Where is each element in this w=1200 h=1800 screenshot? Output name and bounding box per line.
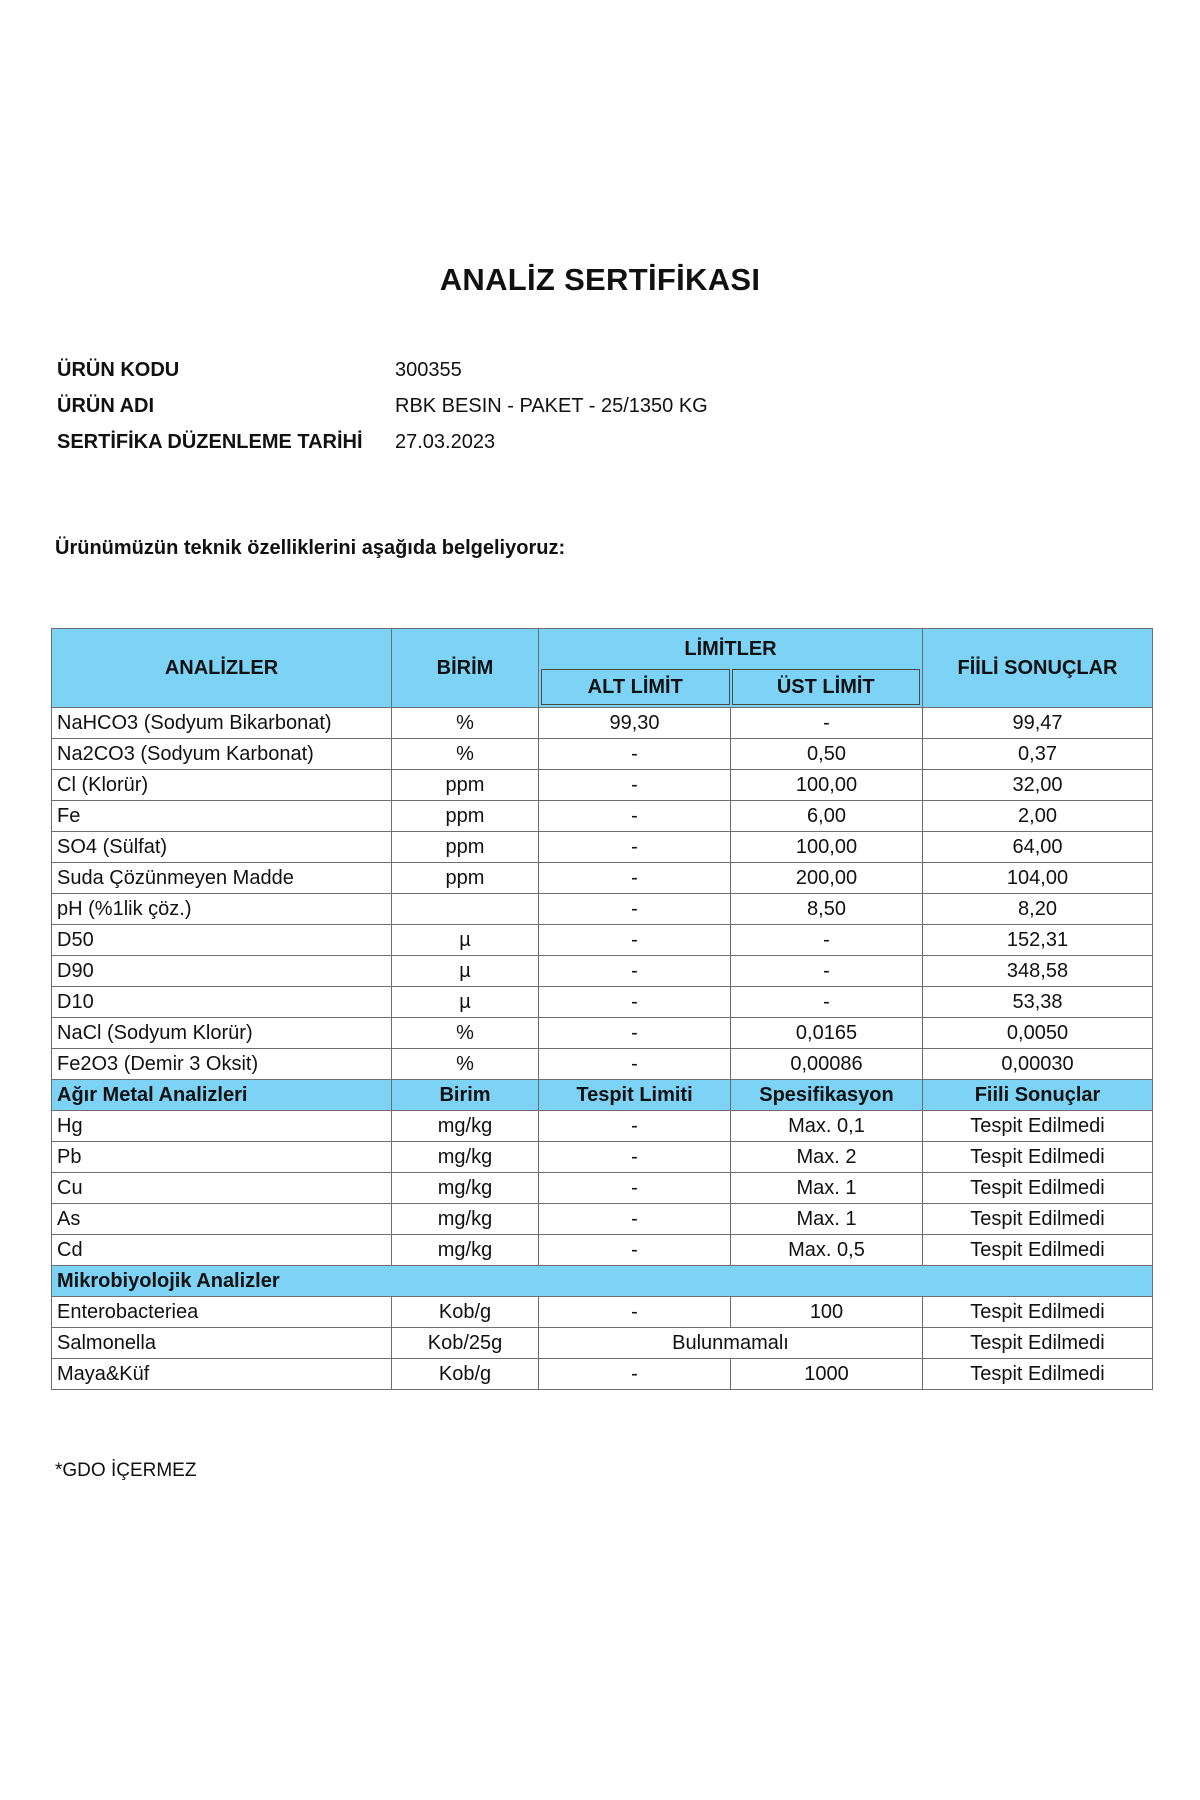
lower-limit: 99,30: [539, 708, 731, 739]
detection-limit: -: [539, 1235, 731, 1266]
heavy-metal-header-row: [52, 1080, 1153, 1111]
lower-limit: -: [539, 956, 731, 987]
analysis-name: Na2CO3 (Sodyum Karbonat): [52, 739, 392, 770]
header-analyses: ANALİZLER: [52, 629, 392, 708]
analysis-unit: %: [392, 739, 539, 770]
limits-subheader: [539, 629, 922, 707]
table-row: [52, 1359, 1153, 1390]
table-row: [52, 894, 1153, 925]
table-row: [52, 739, 1153, 770]
table-header-row: [52, 629, 1153, 708]
table-row: [52, 1018, 1153, 1049]
micro-unit: Kob/g: [392, 1297, 539, 1328]
product-name-row: [57, 388, 708, 424]
actual-result: 0,0050: [923, 1018, 1153, 1049]
table-row: [52, 1328, 1153, 1359]
metal-unit: mg/kg: [392, 1111, 539, 1142]
table-row: [52, 801, 1153, 832]
table-row: [52, 863, 1153, 894]
analysis-name: SO4 (Sülfat): [52, 832, 392, 863]
analysis-unit: ppm: [392, 801, 539, 832]
product-code-row: [57, 352, 708, 388]
lower-limit: -: [539, 894, 731, 925]
metal-unit: mg/kg: [392, 1173, 539, 1204]
page-title: ANALİZ SERTİFİKASI: [439, 262, 761, 297]
table-row: [52, 1204, 1153, 1235]
actual-result: 99,47: [923, 708, 1153, 739]
upper-limit: -: [731, 925, 923, 956]
header-lower-limit: ALT LİMİT: [541, 669, 730, 705]
upper-limit: 0,50: [731, 739, 923, 770]
table-row: [52, 1049, 1153, 1080]
micro-unit: Kob/g: [392, 1359, 539, 1390]
microbiology-header: Mikrobiyolojik Analizler: [52, 1266, 1153, 1297]
actual-result: 53,38: [923, 987, 1153, 1018]
detection-limit: -: [539, 1359, 731, 1390]
lower-limit: -: [539, 863, 731, 894]
lower-limit: -: [539, 770, 731, 801]
certificate-date-label: SERTİFİKA DÜZENLEME TARİHİ: [57, 430, 363, 453]
micro-name: Maya&Küf: [52, 1359, 392, 1390]
heavy-metal-header: Ağır Metal Analizleri: [52, 1080, 392, 1111]
specification: Max. 0,1: [731, 1111, 923, 1142]
analysis-name: pH (%1lik çöz.): [52, 894, 392, 925]
upper-limit: 200,00: [731, 863, 923, 894]
metal-result: Tespit Edilmedi: [923, 1142, 1153, 1173]
micro-result: Tespit Edilmedi: [923, 1359, 1153, 1390]
actual-result: 0,37: [923, 739, 1153, 770]
actual-result: 152,31: [923, 925, 1153, 956]
table-row: [52, 708, 1153, 739]
specification: Max. 0,5: [731, 1235, 923, 1266]
table-row: [52, 956, 1153, 987]
product-info: [57, 352, 708, 460]
analysis-name: D50: [52, 925, 392, 956]
micro-specification: 100: [731, 1297, 923, 1328]
lower-limit: -: [539, 832, 731, 863]
intro-text: Ürünümüzün teknik özelliklerini aşağıda belgeliyoruz:: [55, 537, 566, 559]
analysis-name: Cl (Klorür): [52, 770, 392, 801]
analysis-unit: %: [392, 1049, 539, 1080]
product-name-label: ÜRÜN ADI: [57, 394, 155, 417]
analysis-name: NaHCO3 (Sodyum Bikarbonat): [52, 708, 392, 739]
certificate-date-row: [57, 424, 708, 460]
upper-limit: 100,00: [731, 832, 923, 863]
micro-unit: Kob/25g: [392, 1328, 539, 1359]
micro-result: Tespit Edilmedi: [923, 1297, 1153, 1328]
metal-result: Tespit Edilmedi: [923, 1111, 1153, 1142]
table-row: [52, 832, 1153, 863]
analysis-name: NaCl (Sodyum Klorür): [52, 1018, 392, 1049]
analysis-unit: %: [392, 708, 539, 739]
detection-limit-header: Tespit Limiti: [539, 1080, 731, 1111]
metal-unit: mg/kg: [392, 1235, 539, 1266]
analysis-name: D10: [52, 987, 392, 1018]
metal-result: Tespit Edilmedi: [923, 1235, 1153, 1266]
analysis-unit: %: [392, 1018, 539, 1049]
analysis-name: Suda Çözünmeyen Madde: [52, 863, 392, 894]
header-limits: [539, 629, 923, 708]
upper-limit: 100,00: [731, 770, 923, 801]
header-results: FİİLİ SONUÇLAR: [923, 629, 1153, 708]
actual-result: 8,20: [923, 894, 1153, 925]
analysis-name: Fe: [52, 801, 392, 832]
certificate-date-value: 27.03.2023: [395, 430, 496, 453]
lower-limit: -: [539, 739, 731, 770]
analysis-unit: µ: [392, 956, 539, 987]
metal-name: Pb: [52, 1142, 392, 1173]
heavy-metal-result-header: Fiili Sonuçlar: [923, 1080, 1153, 1111]
product-code-value: 300355: [395, 358, 462, 381]
lower-limit: -: [539, 925, 731, 956]
detection-limit: -: [539, 1173, 731, 1204]
analysis-unit: µ: [392, 987, 539, 1018]
lower-limit: -: [539, 801, 731, 832]
table-row: [52, 1297, 1153, 1328]
actual-result: 348,58: [923, 956, 1153, 987]
actual-result: 104,00: [923, 863, 1153, 894]
table-row: [52, 925, 1153, 956]
header-unit: BİRİM: [392, 629, 539, 708]
specification: Max. 2: [731, 1142, 923, 1173]
specification: Max. 1: [731, 1204, 923, 1235]
lower-limit: -: [539, 1018, 731, 1049]
specification: Max. 1: [731, 1173, 923, 1204]
analysis-name: Fe2O3 (Demir 3 Oksit): [52, 1049, 392, 1080]
detection-limit: -: [539, 1204, 731, 1235]
analysis-unit: µ: [392, 925, 539, 956]
micro-specification: Bulunmamalı: [539, 1328, 923, 1359]
analysis-table: [51, 628, 1153, 1390]
upper-limit: 8,50: [731, 894, 923, 925]
metal-result: Tespit Edilmedi: [923, 1204, 1153, 1235]
table-row: [52, 770, 1153, 801]
analysis-unit: ppm: [392, 832, 539, 863]
lower-limit: -: [539, 987, 731, 1018]
upper-limit: 0,00086: [731, 1049, 923, 1080]
product-name-value: RBK BESIN - PAKET - 25/1350 KG: [395, 394, 708, 417]
specification-header: Spesifikasyon: [731, 1080, 923, 1111]
upper-limit: -: [731, 708, 923, 739]
detection-limit: -: [539, 1142, 731, 1173]
heavy-metal-unit-header: Birim: [392, 1080, 539, 1111]
header-limits-label: LİMİTLER: [541, 631, 920, 667]
actual-result: 64,00: [923, 832, 1153, 863]
upper-limit: -: [731, 956, 923, 987]
table-row: [52, 1173, 1153, 1204]
analysis-unit: ppm: [392, 770, 539, 801]
metal-name: As: [52, 1204, 392, 1235]
metal-result: Tespit Edilmedi: [923, 1173, 1153, 1204]
header-upper-limit: ÜST LİMİT: [732, 669, 921, 705]
metal-unit: mg/kg: [392, 1142, 539, 1173]
metal-name: Cu: [52, 1173, 392, 1204]
actual-result: 2,00: [923, 801, 1153, 832]
micro-specification: 1000: [731, 1359, 923, 1390]
micro-name: Salmonella: [52, 1328, 392, 1359]
metal-name: Cd: [52, 1235, 392, 1266]
detection-limit: -: [539, 1297, 731, 1328]
analysis-unit: [392, 894, 539, 925]
analysis-name: D90: [52, 956, 392, 987]
actual-result: 32,00: [923, 770, 1153, 801]
microbiology-header-row: [52, 1266, 1153, 1297]
metal-name: Hg: [52, 1111, 392, 1142]
table-row: [52, 1142, 1153, 1173]
upper-limit: 6,00: [731, 801, 923, 832]
micro-result: Tespit Edilmedi: [923, 1328, 1153, 1359]
table-row: [52, 1235, 1153, 1266]
table-row: [52, 1111, 1153, 1142]
actual-result: 0,00030: [923, 1049, 1153, 1080]
detection-limit: -: [539, 1111, 731, 1142]
metal-unit: mg/kg: [392, 1204, 539, 1235]
analysis-unit: ppm: [392, 863, 539, 894]
upper-limit: 0,0165: [731, 1018, 923, 1049]
micro-name: Enterobacteriea: [52, 1297, 392, 1328]
table-row: [52, 987, 1153, 1018]
lower-limit: -: [539, 1049, 731, 1080]
upper-limit: -: [731, 987, 923, 1018]
product-code-label: ÜRÜN KODU: [57, 358, 180, 381]
gmo-footnote: *GDO İÇERMEZ: [55, 1460, 197, 1481]
